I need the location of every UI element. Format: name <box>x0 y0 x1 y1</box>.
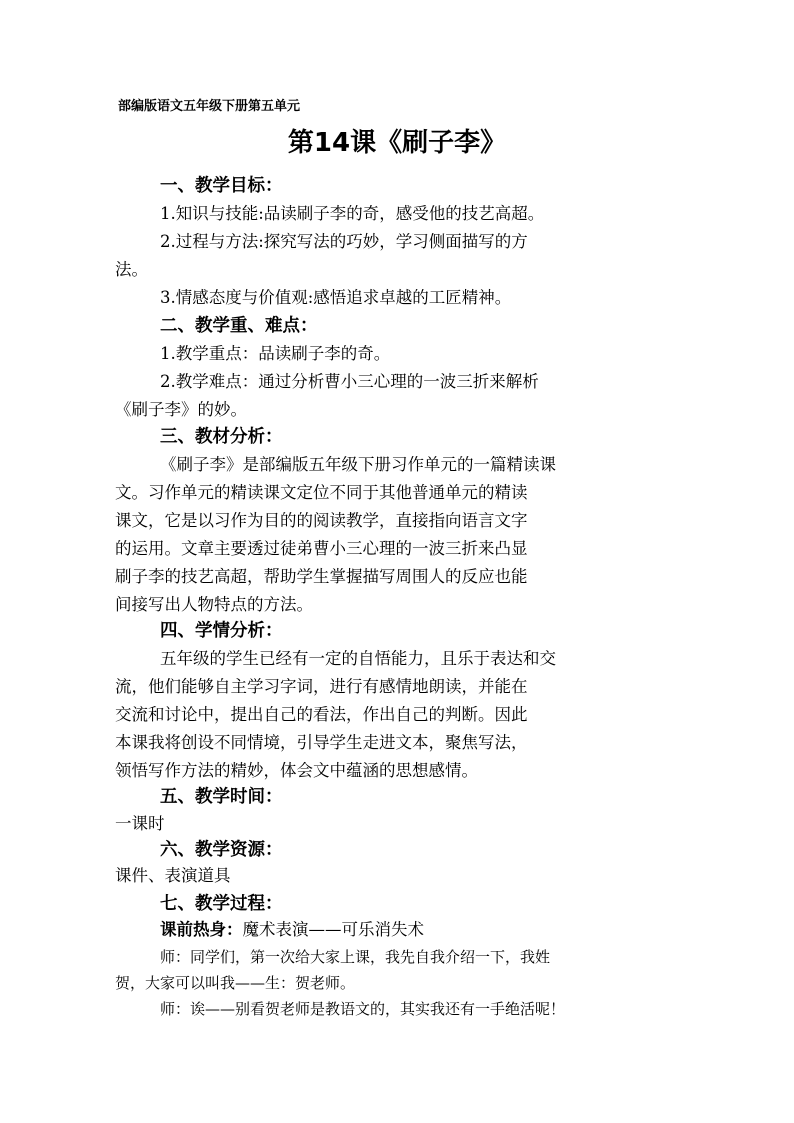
material-line: 的运用。文章主要透过徒弟曹小三心理的一波三折来凸显 <box>115 539 528 558</box>
heading-goals: 一、教学目标： <box>160 176 283 196</box>
students-line: 交流和讨论中，提出自己的看法，作出自己的判断。因此 <box>115 705 528 724</box>
warmup-line <box>160 918 424 942</box>
goal-item: 2.过程与方法:探究写法的巧妙，学习侧面描写的方 <box>160 232 528 251</box>
material-line: 《刷子李》是部编版五年级下册习作单元的一篇精读课 <box>160 455 556 474</box>
time-text: 一课时 <box>115 814 165 833</box>
students-line: 流，他们能够自主学习字词，进行有感情地朗读，并能在 <box>115 677 528 696</box>
heading-time: 五、教学时间： <box>160 787 283 807</box>
keypoint-item: 《刷子李》的妙。 <box>115 400 247 419</box>
keypoint-item: 2.教学难点：通过分析曹小三心理的一波三折来解析 <box>160 372 539 391</box>
heading-resources: 六、教学资源： <box>160 840 283 860</box>
students-line: 本课我将创设不同情境，引导学生走进文本，聚焦写法， <box>115 733 528 752</box>
students-line: 领悟写作方法的精妙，体会文中蕴涵的思想感情。 <box>115 761 478 780</box>
dialogue-line: 师：同学们，第一次给大家上课，我先自我介绍一下，我姓 <box>160 948 551 966</box>
heading-students: 四、学情分析： <box>160 621 283 641</box>
dialogue-line: 贺，大家可以叫我——生：贺老师。 <box>115 974 356 992</box>
students-line: 五年级的学生已经有一定的自悟能力，且乐于表达和交 <box>160 649 556 668</box>
warmup-label: 课前热身： <box>160 920 243 939</box>
unit-label: 部编版语文五年级下册第五单元 <box>118 99 301 114</box>
heading-keypoints: 二、教学重、难点： <box>160 316 318 336</box>
warmup-text: 魔术表演——可乐消失术 <box>242 920 424 939</box>
dialogue-line: 师：诶——别看贺老师是教语文的，其实我还有一手绝活呢！ <box>160 1000 566 1018</box>
lesson-title: 第14课《刷子李》 <box>287 128 507 158</box>
goal-item: 3.情感态度与价值观:感悟追求卓越的工匠精神。 <box>160 288 512 307</box>
goal-item: 1.知识与技能:品读刷子李的奇，感受他的技艺高超。 <box>160 204 545 223</box>
goal-item: 法。 <box>115 260 148 279</box>
heading-process: 七、教学过程： <box>160 894 283 914</box>
resources-text: 课件、表演道具 <box>115 866 231 885</box>
heading-material: 三、教材分析： <box>160 427 283 447</box>
material-line: 文。习作单元的精读课文定位不同于其他普通单元的精读 <box>115 483 528 502</box>
keypoint-item: 1.教学重点：品读刷子李的奇。 <box>160 344 391 363</box>
material-line: 间接写出人物特点的方法。 <box>115 595 313 614</box>
material-line: 刷子李的技艺高超，帮助学生掌握描写周围人的反应也能 <box>115 567 528 586</box>
material-line: 课文，它是以习作为目的的阅读教学，直接指向语言文字 <box>115 511 528 530</box>
